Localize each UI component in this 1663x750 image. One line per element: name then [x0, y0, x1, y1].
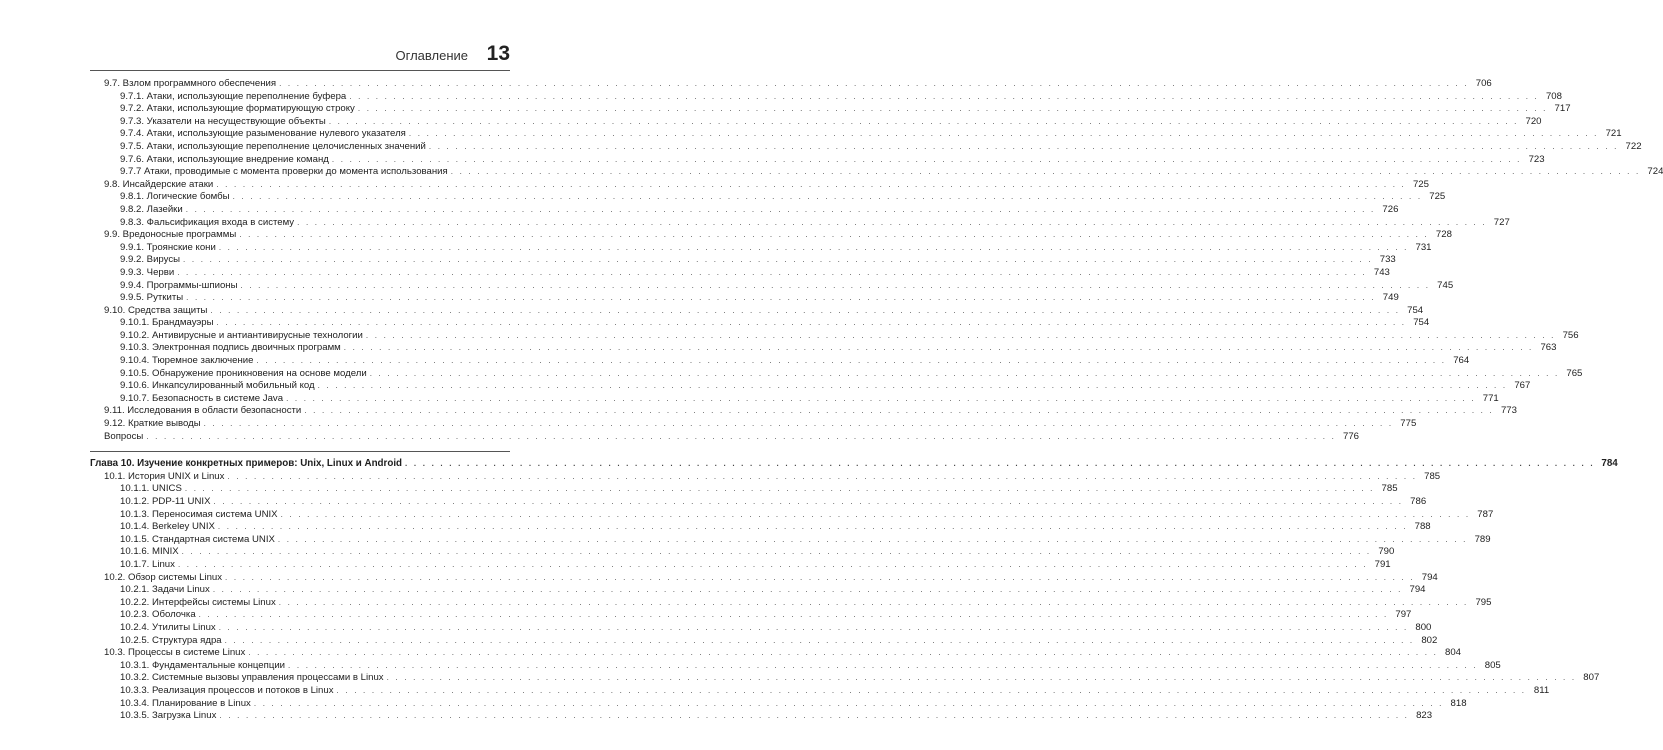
- toc-entry-title: 10.2.1. Задачи Linux: [120, 584, 210, 596]
- toc-entry[interactable]: [90, 266, 1390, 280]
- toc-entry-title: 10.2.4. Утилиты Linux: [120, 621, 216, 633]
- page-number: 13: [486, 42, 510, 65]
- leader-dots: [279, 78, 1469, 91]
- toc-entry[interactable]: [90, 229, 1452, 242]
- leader-dots: [225, 635, 1415, 648]
- toc-entry-title: 9.7.2. Атаки, использующие форматирующую строку: [120, 103, 355, 115]
- toc-entry-page: 723: [1528, 153, 1545, 165]
- toc-entry-page: 786: [1410, 496, 1427, 507]
- toc-entry[interactable]: [90, 216, 1510, 230]
- toc-entry-title: 9.10.1. Брандмауэры: [120, 317, 214, 329]
- leader-dots: [225, 572, 1415, 585]
- toc-entry-page: 790: [1378, 546, 1395, 558]
- toc-entry-title: 10.1.1. UNICS: [120, 483, 182, 495]
- toc-entry[interactable]: [90, 647, 1462, 660]
- toc-entry-title: 10.2.5. Структура ядра: [120, 634, 222, 646]
- toc-entry-title: 9.9.1. Троянские кони: [120, 241, 216, 253]
- toc-entry[interactable]: [90, 166, 1663, 179]
- toc-entry[interactable]: [90, 191, 1446, 204]
- toc-entry-title: 9.8. Инсайдерские атаки: [104, 178, 214, 190]
- toc-entry-title: 9.7.1. Атаки, использующие переполнение буфера: [120, 90, 347, 102]
- toc-entry-title: 9.9. Вредоносные программы: [104, 229, 237, 241]
- toc-entry-page: 788: [1414, 521, 1431, 533]
- leader-dots: [217, 317, 1407, 330]
- toc-entry-page: 802: [1421, 634, 1438, 646]
- toc-entry-page: 763: [1540, 342, 1557, 354]
- toc-group-chapter-10: [90, 470, 1600, 723]
- toc-entry-title: 9.7. Взлом программного обеспечения: [104, 78, 277, 89]
- toc-entry-title: 9.10.2. Антивирусные и антиантивирусные технологии: [120, 329, 363, 341]
- toc-entry-page: 767: [1514, 380, 1531, 392]
- leader-dots: [337, 685, 1527, 698]
- toc-entry-page: 724: [1647, 166, 1663, 178]
- toc-entry-title: 10.1.4. Berkeley UNIX: [120, 521, 215, 533]
- leader-dots: [239, 229, 1429, 242]
- toc-entry-page: 775: [1400, 418, 1417, 430]
- leader-dots: [344, 342, 1534, 355]
- toc-entry-title: 9.9.4. Программы-шпионы: [120, 279, 238, 291]
- toc-entry[interactable]: [90, 279, 1454, 293]
- toc-entry-title: 9.8.3. Фальсификация входа в систему: [120, 216, 295, 228]
- toc-entry-page: 756: [1562, 329, 1579, 341]
- leader-dots: [248, 647, 1438, 660]
- chapter-title: Глава 10. Изучение конкретных примеров: Unix, Linux и Android: [90, 458, 403, 470]
- toc-entry[interactable]: [90, 418, 1417, 431]
- toc-entry-page: 794: [1409, 584, 1426, 596]
- toc-entry-page: 795: [1475, 596, 1492, 608]
- toc-entry-page: 725: [1412, 178, 1429, 190]
- toc-entry[interactable]: [90, 483, 1398, 496]
- running-header: [90, 38, 510, 71]
- leader-dots: [405, 458, 1595, 471]
- leader-dots: [199, 609, 1389, 622]
- toc-entry-page: 726: [1382, 203, 1399, 215]
- toc-entry-title: 9.9.3. Черви: [120, 266, 175, 278]
- toc-entry-title: 10.3.3. Реализация процессов и потоков в Linux: [120, 684, 334, 696]
- toc-entry-title: 10.3.2. Системные вызовы управления процессами в Linux: [120, 672, 384, 684]
- toc-entry[interactable]: [90, 609, 1412, 622]
- toc-entry-page: 773: [1500, 405, 1517, 417]
- toc-entry[interactable]: [90, 546, 1395, 559]
- toc-entry[interactable]: [90, 241, 1432, 255]
- leader-dots: [349, 91, 1539, 104]
- leader-dots: [278, 534, 1468, 547]
- toc-entry[interactable]: [90, 584, 1426, 597]
- toc-entry-page: 771: [1482, 392, 1499, 404]
- toc-entry[interactable]: [90, 558, 1391, 572]
- leader-dots: [387, 672, 1577, 685]
- toc-entry-page: 745: [1437, 279, 1454, 291]
- toc-entry-title: 10.1.5. Стандартная система UNIX: [120, 533, 275, 545]
- leader-dots: [370, 368, 1560, 381]
- table-of-contents: [90, 78, 1663, 723]
- toc-entry[interactable]: [90, 621, 1432, 635]
- toc-entry-title: 9.7.4. Атаки, использующие разыменование нулевого указателя: [120, 128, 406, 140]
- leader-dots: [183, 254, 1373, 267]
- toc-entry-page: 749: [1382, 292, 1399, 304]
- toc-entry[interactable]: [90, 292, 1399, 305]
- toc-entry-page: 805: [1484, 659, 1501, 671]
- toc-entry-title: 9.9.5. Руткиты: [120, 292, 184, 304]
- leader-dots: [185, 483, 1375, 496]
- toc-entry-page: 754: [1407, 304, 1424, 316]
- toc-entry-page: 797: [1395, 609, 1412, 621]
- toc-entry-title: 10.2.2. Интерфейсы системы Linux: [120, 596, 276, 608]
- toc-entry-title: 9.11. Исследования в области безопасности: [104, 405, 302, 417]
- toc-entry-page: 785: [1381, 483, 1398, 495]
- toc-entry-title: 9.8.2. Лазейки: [120, 203, 183, 215]
- toc-entry-title: 10.1.2. PDP-11 UNIX: [120, 496, 211, 507]
- toc-entry[interactable]: [90, 634, 1438, 648]
- toc-entry[interactable]: [90, 672, 1600, 685]
- section-title: Оглавление: [395, 48, 468, 63]
- toc-entry-page: 717: [1554, 103, 1571, 115]
- toc-entry[interactable]: [90, 342, 1557, 355]
- toc-entry-page: 800: [1415, 621, 1432, 633]
- leader-dots: [233, 191, 1423, 204]
- toc-entry-title: 9.7.5. Атаки, использующие переполнение целочисленных значений: [120, 140, 426, 152]
- toc-entry[interactable]: [90, 659, 1501, 673]
- toc-entry-page: 787: [1477, 508, 1494, 520]
- toc-entry-title: 9.10.3. Электронная подпись двоичных программ: [120, 342, 341, 354]
- toc-entry[interactable]: [90, 684, 1550, 698]
- toc-entry-title: 9.7.3. Указатели на несуществующие объекты: [120, 115, 326, 127]
- toc-entry-page: 776: [1342, 430, 1359, 442]
- toc-entry-page: 743: [1373, 266, 1390, 278]
- leader-dots: [254, 698, 1444, 711]
- chapter-heading[interactable]: [90, 458, 1618, 471]
- toc-entry-page: 725: [1429, 191, 1446, 203]
- leader-dots: [288, 660, 1478, 673]
- toc-entry[interactable]: [90, 153, 1545, 167]
- leader-dots: [257, 355, 1447, 368]
- toc-entry-page: 728: [1435, 229, 1452, 241]
- leader-dots: [279, 597, 1469, 610]
- toc-entry[interactable]: [90, 115, 1542, 129]
- leader-dots: [318, 380, 1508, 393]
- toc-entry-title: 10.2.3. Оболочка: [120, 609, 196, 621]
- leader-dots: [219, 710, 1409, 723]
- leader-dots: [329, 116, 1519, 129]
- toc-entry[interactable]: [90, 140, 1642, 154]
- toc-entry-title: 9.9.2. Вирусы: [120, 254, 181, 266]
- leader-dots: [304, 405, 1494, 418]
- toc-entry-page: 733: [1379, 254, 1396, 266]
- toc-entry[interactable]: [90, 380, 1531, 393]
- toc-entry[interactable]: [90, 304, 1424, 318]
- toc-entry[interactable]: [90, 496, 1427, 509]
- leader-dots: [451, 166, 1641, 179]
- toc-entry[interactable]: [90, 521, 1431, 534]
- leader-dots: [219, 242, 1409, 255]
- leader-dots: [429, 141, 1619, 154]
- leader-dots: [186, 292, 1376, 305]
- chapter-page: 784: [1601, 458, 1618, 470]
- toc-entry-title: 10.1.7. Linux: [120, 558, 175, 570]
- leader-dots: [213, 496, 1403, 509]
- toc-entry-title: 9.10. Средства защиты: [104, 304, 208, 316]
- toc-entry-title: 10.2. Обзор системы Linux: [104, 571, 223, 583]
- toc-entry-page: 791: [1374, 558, 1391, 570]
- toc-entry-title: 9.8.1. Логические бомбы: [120, 191, 230, 203]
- leader-dots: [213, 584, 1403, 597]
- leader-dots: [216, 179, 1406, 192]
- toc-entry-page: 765: [1566, 367, 1583, 379]
- toc-entry[interactable]: [90, 392, 1499, 406]
- toc-entry[interactable]: [90, 317, 1430, 330]
- toc-entry-page: 764: [1453, 355, 1470, 367]
- toc-entry-title: 9.10.5. Обнаружение проникновения на основе модели: [120, 367, 367, 379]
- toc-entry-title: 9.10.6. Инкапсулированный мобильный код: [120, 380, 315, 392]
- toc-entry-page: 789: [1474, 533, 1491, 545]
- toc-entry-page: 811: [1533, 684, 1550, 696]
- toc-entry-page: 785: [1424, 470, 1441, 482]
- leader-dots: [227, 471, 1417, 484]
- toc-entry-title: 9.10.4. Тюремное заключение: [120, 355, 254, 367]
- leader-dots: [186, 204, 1376, 217]
- toc-entry[interactable]: [90, 355, 1470, 368]
- toc-entry-title: 10.1.6. MINIX: [120, 546, 179, 558]
- toc-entry[interactable]: [90, 329, 1579, 343]
- toc-entry-page: 721: [1605, 128, 1622, 140]
- toc-entry[interactable]: [90, 571, 1438, 585]
- leader-dots: [358, 103, 1548, 116]
- toc-entry-page: 731: [1415, 241, 1432, 253]
- toc-group-chapter-9: [90, 78, 1663, 443]
- toc-entry[interactable]: [90, 596, 1492, 610]
- toc-entry[interactable]: [90, 90, 1562, 104]
- leader-dots: [332, 154, 1522, 167]
- leader-dots: [178, 559, 1368, 572]
- toc-entry-title: 9.10.7. Безопасность в системе Java: [120, 392, 284, 404]
- toc-entry-page: 720: [1525, 115, 1542, 127]
- toc-entry-title: 9.7.7 Атаки, проводимые с момента проверки до момента использования: [120, 166, 448, 178]
- leader-dots: [182, 546, 1372, 559]
- toc-entry[interactable]: [90, 697, 1467, 711]
- leader-dots: [281, 509, 1471, 522]
- toc-entry-page: 722: [1625, 140, 1642, 152]
- toc-entry-title: 9.12. Краткие выводы: [104, 418, 201, 430]
- leader-dots: [240, 280, 1430, 293]
- leader-dots: [210, 305, 1400, 318]
- toc-entry-title: 10.1. История UNIX и Linux: [104, 470, 225, 482]
- leader-dots: [218, 521, 1408, 534]
- toc-entry-page: 823: [1416, 710, 1433, 722]
- toc-entry-page: 727: [1493, 216, 1510, 228]
- chapter-divider: [90, 451, 510, 452]
- toc-entry[interactable]: [90, 430, 1359, 444]
- leader-dots: [286, 393, 1476, 406]
- toc-entry[interactable]: [90, 367, 1583, 381]
- toc-entry[interactable]: [90, 710, 1433, 723]
- toc-entry[interactable]: [90, 203, 1399, 217]
- leader-dots: [219, 622, 1409, 635]
- toc-entry-title: 10.3.1. Фундаментальные концепции: [120, 659, 286, 671]
- toc-entry-page: 804: [1445, 647, 1462, 659]
- toc-entry[interactable]: [90, 470, 1441, 484]
- toc-entry-title: 10.3.4. Планирование в Linux: [120, 697, 251, 709]
- toc-entry[interactable]: [90, 103, 1571, 116]
- toc-entry-title: Вопросы: [104, 430, 144, 442]
- toc-entry[interactable]: [90, 405, 1517, 418]
- toc-entry[interactable]: [90, 533, 1491, 547]
- leader-dots: [146, 431, 1336, 444]
- leader-dots: [366, 330, 1556, 343]
- toc-entry[interactable]: [90, 178, 1429, 192]
- leader-dots: [409, 128, 1599, 141]
- toc-entry-page: 818: [1450, 697, 1467, 709]
- toc-entry-page: 708: [1545, 90, 1562, 102]
- leader-dots: [204, 418, 1394, 431]
- toc-entry[interactable]: [90, 128, 1622, 141]
- toc-entry-title: 10.3.5. Загрузка Linux: [120, 710, 217, 722]
- toc-entry[interactable]: [90, 254, 1396, 267]
- toc-entry-title: 10.3. Процессы в системе Linux: [104, 647, 246, 659]
- leader-dots: [297, 217, 1487, 230]
- toc-entry-page: 807: [1583, 672, 1600, 684]
- toc-entry[interactable]: [90, 78, 1492, 91]
- leader-dots: [177, 267, 1367, 280]
- toc-entry-page: 706: [1475, 78, 1492, 89]
- toc-entry-page: 794: [1421, 571, 1438, 583]
- toc-entry-title: 9.7.6. Атаки, использующие внедрение команд: [120, 153, 329, 165]
- toc-entry[interactable]: [90, 508, 1494, 522]
- toc-entry-page: 754: [1413, 317, 1430, 329]
- toc-entry-title: 10.1.3. Переносимая система UNIX: [120, 508, 278, 520]
